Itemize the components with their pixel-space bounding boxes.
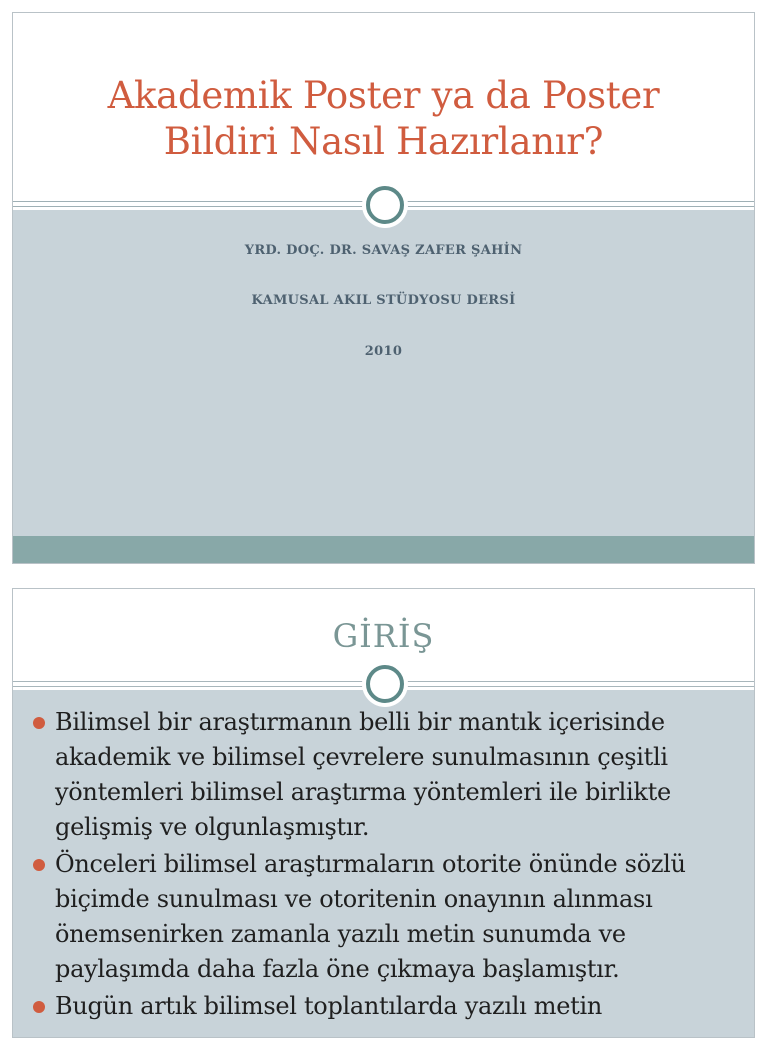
bullet-list — [55, 705, 745, 1026]
bullet-dot-icon — [33, 1001, 45, 1013]
course-name: KAMUSAL AKIL STÜDYOSU DERSİ — [251, 293, 516, 308]
bullet-text: Bugün artık bilimsel toplantılarda yazılı metin — [55, 992, 603, 1020]
content-panel — [13, 690, 754, 1037]
ring-icon — [366, 186, 404, 224]
subtitle-panel — [13, 210, 754, 537]
bullet-dot-icon — [33, 859, 45, 871]
section-title: GİRİŞ — [332, 617, 435, 655]
title-line-1: Akademik Poster ya da Poster — [107, 74, 660, 117]
bullet-text: Bilimsel bir araştırmanın belli bir mantık içerisinde akademik ve bilimsel çevrelere sunulmasının çeşitli yöntemleri bilimsel araştırma yöntemleri ile birlikte gelişmiş ve olgunlaşmıştır. — [55, 708, 671, 841]
author-name: YRD. DOÇ. DR. SAVAŞ ZAFER ŞAHİN — [244, 243, 523, 258]
ring-icon — [366, 665, 404, 703]
title-area — [13, 13, 754, 203]
title-line-2: Bildiri Nasıl Hazırlanır? — [163, 120, 604, 163]
year-label: 2010 — [364, 344, 403, 359]
bullet-item — [55, 847, 745, 987]
bullet-dot-icon — [33, 717, 45, 729]
title-slide — [12, 12, 755, 564]
bottom-band — [13, 536, 754, 563]
bullet-text: Önceleri bilimsel araştırmaların otorite önünde sözlü biçimde sunulması ve otoritenin onayının alınması önemsenirken zamanla yazılı metin sunumda ve paylaşımda daha fazla öne çıkmaya başlamıştır. — [55, 850, 686, 983]
bullet-item — [55, 705, 745, 845]
content-slide — [12, 588, 755, 1038]
bullet-item — [55, 989, 745, 1024]
slide-title — [13, 73, 754, 165]
